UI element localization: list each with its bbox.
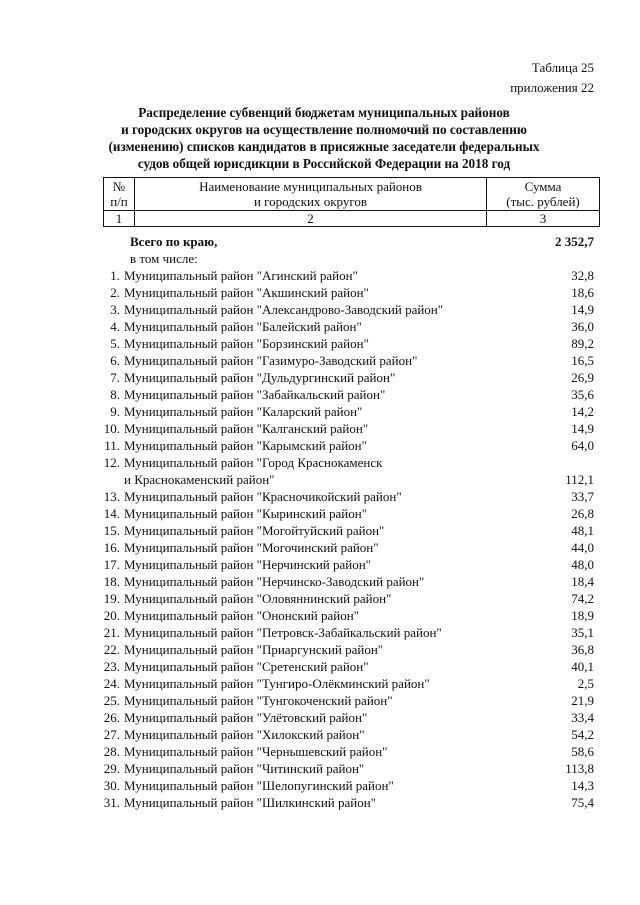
row-number: 31. [103,795,120,810]
row-name-line: Муниципальный район "Каларский район" [124,404,363,419]
row-name-line: Муниципальный район "Тунгиро-Олёкминский район" [124,676,430,691]
row-value: 58,6 [571,744,594,759]
subtotal-label: в том числе: [130,251,198,266]
row-value: 36,0 [571,319,594,334]
row-name-line: Муниципальный район "Карымский район" [124,438,367,453]
row-name [124,573,424,590]
table-row [0,437,640,454]
table-row [0,573,640,590]
header-name-cell: Наименование муниципальных районов и городских округов [135,178,487,211]
row-number: 16. [103,540,120,555]
row-name [124,505,367,522]
title-line: и городских округов на осуществление полномочий по составлению [121,122,527,137]
row-name-line: Муниципальный район "Чернышевский район" [124,744,388,759]
row-name-line: Муниципальный район "Улётовский район" [124,710,368,725]
row-number: 29. [103,761,120,776]
row-name [124,335,369,352]
table-row [0,692,640,709]
row-name [124,454,382,488]
row-name-line: Муниципальный район "Калганский район" [124,421,369,436]
row-name [124,539,379,556]
row-value: 2,5 [577,676,594,691]
row-number: 8. [110,387,120,402]
row-value: 113,8 [565,761,594,776]
row-value: 36,8 [571,642,594,657]
row-name [124,726,365,743]
row-name-line: Муниципальный район "Ононский район" [124,608,360,623]
row-name-line: Муниципальный район "Дульдургинский район" [124,370,396,385]
row-name [124,352,417,369]
row-number: 18. [103,574,120,589]
row-value: 48,1 [571,523,594,538]
table-body [0,233,640,811]
row-value: 54,2 [571,727,594,742]
row-name [124,743,387,760]
row-value: 14,9 [571,421,594,436]
row-name-line: Муниципальный район "Сретенский район" [124,659,369,674]
row-value: 18,4 [571,574,594,589]
row-number: 7. [110,370,120,385]
total-label: Всего по краю, [130,234,218,249]
row-name-line: Муниципальный район "Кыринский район" [124,506,368,521]
row-value: 26,9 [571,370,594,385]
row-number: 21. [103,625,120,640]
table-row [0,607,640,624]
row-name [124,760,364,777]
row-name [124,284,369,301]
row-name-line: Муниципальный район "Забайкальский район" [124,387,386,402]
table-row [0,590,640,607]
table-row [0,658,640,675]
row-name [124,318,362,335]
row-number: 11. [104,438,120,453]
row-number: 10. [103,421,120,436]
row-value: 21,9 [571,693,594,708]
row-value: 40,1 [571,659,594,674]
row-value: 33,7 [571,489,594,504]
table-row [0,505,640,522]
row-value: 18,6 [571,285,594,300]
row-name-line: Муниципальный район "Оловяннинский район" [124,591,392,606]
row-name-line: Муниципальный район "Агинский район" [124,268,358,283]
column-number: 3 [487,211,600,227]
row-value: 32,8 [571,268,594,283]
table-row [0,301,640,318]
row-number: 3. [110,302,120,317]
table-row [0,335,640,352]
row-number: 1. [110,268,120,283]
row-number: 26. [103,710,120,725]
row-value: 64,0 [571,438,594,453]
row-name-line: Муниципальный район "Тунгокоченский район" [124,693,393,708]
table-row [0,726,640,743]
row-value: 75,4 [571,795,594,810]
table-row [0,675,640,692]
row-name [124,709,367,726]
row-value: 74,2 [571,591,594,606]
row-number: 9. [110,404,120,419]
total-row [0,233,640,250]
row-value: 14,9 [571,302,594,317]
row-name-line: Муниципальный район "Борзинский район" [124,336,369,351]
row-name [124,267,358,284]
table-row [0,488,640,505]
row-value: 48,0 [571,557,594,572]
row-name-line: Муниципальный район "Читинский район" [124,761,365,776]
row-number: 24. [103,676,120,691]
table-row [0,369,640,386]
row-name [124,386,385,403]
title-line: (изменению) списков кандидатов в присяжные заседатели федеральных [108,139,540,154]
row-name-line: Муниципальный район "Балейский район" [124,319,362,334]
row-name-line: Муниципальный район "Петровск-Забайкальский район" [124,625,442,640]
table-row [0,454,640,488]
row-name [124,488,402,505]
row-number: 4. [110,319,120,334]
row-number: 13. [103,489,120,504]
row-name [124,624,442,641]
row-name-line: Муниципальный район "Хилокский район" [124,727,365,742]
row-number: 30. [103,778,120,793]
row-name [124,522,384,539]
table-header [103,177,600,227]
table-row [0,624,640,641]
row-name [124,437,367,454]
document-title [90,104,558,172]
row-number: 27. [103,727,120,742]
row-name [124,403,362,420]
row-name-line: Муниципальный район "Приаргунский район" [124,642,384,657]
table-row [0,709,640,726]
row-name-line: Муниципальный район "Город Краснокаменск [124,455,383,470]
row-value: 89,2 [571,336,594,351]
row-name [124,794,376,811]
row-value: 14,3 [571,778,594,793]
table-row [0,794,640,811]
row-number: 15. [103,523,120,538]
table-row [0,777,640,794]
row-name-line: Муниципальный район "Акшинский район" [124,285,369,300]
row-name-line: Муниципальный район "Могочинский район" [124,540,379,555]
row-name [124,369,395,386]
title-line: Распределение субвенций бюджетам муниципальных районов [138,105,510,120]
row-name [124,420,368,437]
table-row [0,743,640,760]
row-number: 23. [103,659,120,674]
row-name [124,777,394,794]
table-row [0,760,640,777]
row-number: 25. [103,693,120,708]
row-number: 17. [103,557,120,572]
table-row [0,522,640,539]
row-name [124,675,430,692]
row-value: 26,8 [571,506,594,521]
row-value: 14,2 [571,404,594,419]
row-number: 22. [103,642,120,657]
table-row [0,403,640,420]
table-row [0,386,640,403]
table-row [0,284,640,301]
title-line: судов общей юрисдикции в Российской Федерации на 2018 год [137,156,511,171]
row-name-line: и Краснокаменский район" [124,472,275,487]
row-name-line: Муниципальный район "Нерчинско-Заводский район" [124,574,425,589]
row-name-line: Муниципальный район "Красночикойский район" [124,489,402,504]
row-name [124,658,369,675]
row-name-line: Муниципальный район "Шилкинский район" [124,795,376,810]
row-name-line: Муниципальный район "Газимуро-Заводский район" [124,353,418,368]
row-name-line: Муниципальный район "Александрово-Заводский район" [124,302,444,317]
table-row [0,556,640,573]
row-value: 44,0 [571,540,594,555]
row-name-line: Муниципальный район "Шелопугинский район" [124,778,394,793]
row-number: 12. [103,455,120,470]
row-value: 16,5 [571,353,594,368]
row-name-line: Муниципальный район "Могойтуйский район" [124,523,385,538]
subtotal-row [0,250,640,267]
row-number: 2. [110,285,120,300]
column-number: 2 [135,211,487,227]
row-name [124,607,359,624]
total-value: 2 352,7 [555,234,594,249]
row-number: 5. [110,336,120,351]
row-name [124,301,443,318]
table-row [0,641,640,658]
row-value: 35,1 [571,625,594,640]
row-name [124,692,393,709]
row-number: 28. [103,744,120,759]
row-number: 6. [110,353,120,368]
row-number: 14. [103,506,120,521]
row-value: 35,6 [571,387,594,402]
row-name-line: Муниципальный район "Нерчинский район" [124,557,371,572]
row-name [124,556,371,573]
header-number-cell: № п/п [104,178,135,211]
column-number: 1 [104,211,135,227]
table-row [0,318,640,335]
header-sum-cell: Сумма (тыс. рублей) [487,178,600,211]
table-row [0,352,640,369]
table-row [0,267,640,284]
appendix-caption: приложения 22 [510,80,594,95]
row-name [124,641,383,658]
table-row [0,539,640,556]
row-name [124,590,391,607]
row-value: 18,9 [571,608,594,623]
row-value: 112,1 [565,472,594,487]
row-number: 19. [103,591,120,606]
table-row [0,420,640,437]
table-caption: Таблица 25 [531,60,594,75]
row-number: 20. [103,608,120,623]
row-value: 33,4 [571,710,594,725]
